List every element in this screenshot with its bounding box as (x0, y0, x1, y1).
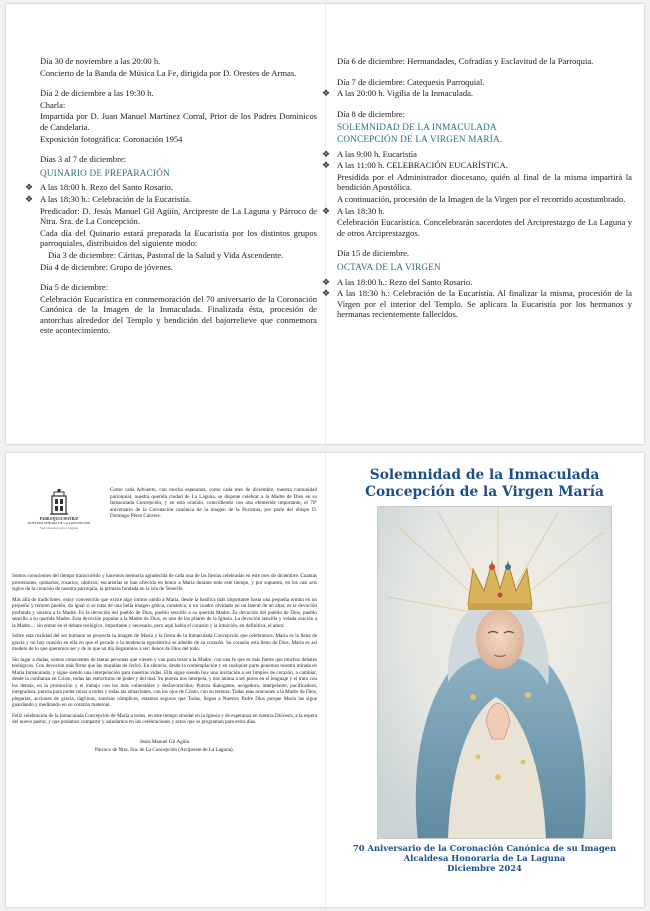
bullet-icon: ❖ (25, 182, 34, 193)
bullet-icon: ❖ (322, 276, 331, 287)
cover-footer-line: Diciembre 2024 (447, 863, 522, 874)
logo-text: PARROQUIA MATRIZ (39, 517, 79, 521)
brochure-cover (325, 453, 644, 907)
bullet-icon: ❖ (322, 88, 331, 99)
event-date: Días 3 al 7 de diciembre: (40, 154, 127, 165)
bullet-icon: ❖ (322, 205, 331, 216)
program-column-left (6, 4, 325, 444)
bullet-item: ❖ A las 9:00 h. Eucaristía (322, 148, 417, 159)
logo-text: NUESTRA SEÑORA DE LA CONCEPCIÓN (27, 521, 91, 526)
letter-header (12, 487, 317, 573)
bullet-item: ❖ A las 18:00 h. Rezo del Santo Rosario. (25, 182, 173, 193)
event-date: Día 2 de diciembre a las 19:30 h. (40, 88, 154, 99)
event-text: Presidida por el Administrador diocesano, quién al final de la misma impartirá la bendición Apostólica. (337, 171, 632, 193)
letter-intro: Como cada Adviento, con mucha esperanza, como cada mes de diciembre, nuestra comunidad parroquial, nuestra querida ciudad de La Laguna, se dispone celebrar a la Madre de Dios en su Inmaculada Concepción, y en esta ocasión, coincidiendo con una efeméride importante, el 70º aniversario de la Coronación canónica de la imagen de la Purísima, por parte del obispo D. Domingo Pérez Cáceres. (110, 487, 317, 519)
event-text: Día 3 de diciembre: Cáritas, Pastoral de la Salud y Vida Ascendente. (48, 249, 284, 260)
bullet-item: ❖ A las 18:00 h.: Rezo del Santo Rosario. (322, 276, 473, 287)
program-column-right (322, 4, 644, 444)
letter-paragraph: Somos conscientes del tiempo transcurrido y hacemos memoria agradecida de cada una de las fiestas celebradas en este mes de diciembre. Cuantas procesiones, quinarios, rosarios, cánticos, eucaristías se han ofrecido en honor a María durante todo este tiempo, y por supuesto, en los casi seis siglos de la creación de nuestra parroquia, la primera fundada en la isla de Tenerife. (12, 573, 317, 592)
program-sheet (6, 4, 644, 444)
cover-footer (325, 843, 644, 874)
virgin-painting-image (378, 507, 612, 839)
signature-role: Párroco de Ntra. Sra. de La Concepción (Arcipreste de La Laguna). (95, 746, 234, 753)
event-text: Celebración Eucarística en conmemoración del 70 aniversario de la Coronación Canónica de la Imagen de la Inmaculada. Finalizada ésta, procesión de antorchas alrededor del Templo y bendición del bajorrelieve que conmemora este acontecimiento. (40, 293, 317, 336)
letter-cover-sheet (6, 453, 644, 907)
event-date: Día 15 de diciembre. (337, 248, 410, 259)
event-text: Concierto de la Banda de Música La Fe, dirigida por D. Orestes de Armas. (40, 67, 297, 78)
event-text: Día 4 de diciembre: Grupo de jóvenes. (40, 261, 173, 272)
letter-paragraph: Más allá de tradiciones, estoy convencido que existe algo íntimo unido a María, desde la basílica más importante hasta una pequeña ermita en un pequeño y remoto pueblo, da igual si se trata de una bella imagen gótica, románica, o un cuadro olvidado en un lateral de un altar, es la devoción profunda y sincera a la Madre. Es la devoción del pueblo de Dios, pueblo sencillo a su querida Madre. Es devoción del pueblo de Dios, pueblo sencillo a su querida Madre. Esta devoción popular a la Madre de Dios, es uno de los pilares de la Iglesia. La devoción sencilla y velada oración a la Madre… sin entrar en el debate teológico, importante y necesario, pero aquí habla el corazón y la intuición, en definitiva, el amor. (12, 596, 317, 629)
event-date: Día 7 de diciembre: Catequesis Parroquial. (337, 76, 485, 87)
virgin-painting (377, 506, 612, 839)
event-text: A continuación, procesión de la Imagen de la Virgen por el recorrido acostumbrado. (337, 193, 626, 204)
event-text: Celebración Eucarística. Concelebrarán sacerdotes del Arciprestazgo de La Laguna y de otros Arciprestazgos. (337, 217, 632, 238)
letter-paragraph: Sobre esta realidad del ser humano se proyecta la imagen de María y la fiesta de la Inmaculada Concepción que celebramos. María es la llena de gracia y no hay ocasión en ella en que el pecado o la tendencia egocéntrica se adueñe de su corazón. Su corazón está lleno de Dios. María es así modelo de lo que queremos ser y de lo que un día llegaremos a ser: llenos de Dios del todo. (12, 633, 317, 652)
bullet-item: ❖ A las 18:30 h. (322, 205, 385, 216)
event-text: Día 6 de diciembre: Hermandades, Cofradías y Esclavitud de la Parroquia. (337, 56, 594, 66)
cover-title (325, 467, 644, 501)
section-heading: OCTAVA DE LA VIRGEN (337, 261, 441, 272)
logo-text: San Cristóbal de La Laguna (40, 525, 78, 530)
bullet-icon: ❖ (322, 160, 331, 171)
signature-name: Jesús Manuel Gil Agüín (139, 738, 190, 745)
event-date: Día 8 de diciembre: (337, 108, 406, 119)
event-date: Día 30 de noviembre a las 20:00 h. (40, 56, 161, 66)
event-text: Impartida por D. Juan Manuel Martínez Corral, Prior de los Padres Dominicos de Candelaria. (40, 111, 317, 132)
event-date: Día 5 de diciembre: (40, 282, 109, 293)
letter-paragraph: Feliz celebración de la Inmaculada Concepción de María a todos, en este tiempo sinodal en la Iglesia y de esperanza en nuestra Diócesis, a la espera del nuevo pastor, y que podamos compartir y saludarnos en las celebraciones y actos que se programan para estos días. (12, 712, 317, 725)
parish-logo (12, 487, 106, 530)
cover-footer-line: Alcaldesa Honoraria de La Laguna (403, 853, 566, 864)
bullet-item: ❖ A las 11:00 h. CELEBRACIÓN EUCARÍSTICA. (322, 160, 508, 171)
letter-paragraph: Sin lugar a dudas, somos conscientes de tantas personas que vienen y van para rezar a la Madre, con una fe que es más fuerte que muchos debates teológicos. Con devoción más firme que las murallas de Jericó. En silencio, desde la contemplación y en cualquier parte ponemos nuestra mirada en María Inmaculada, y sigue siendo una interpelación para nuestras vidas. Ella sigue siendo hoy una invitación a ser limpios de corazón, a cambiar, desde la confianza en Cristo, todas las estructuras de poder y del mal. Su pureza nos interpela, y nos anima a ser puros en el lenguaje y el trato con los demás, en la promoción y el trabajo con los más vulnerables y desfavorecidos. Pureza dialogante, acogedora, interpelante, pacificadora, integradora, pureza para poder mirar a todos y todas las situaciones, con los ojos de Cristo, con su ternura. Todas esas oraciones a la Madre de Dios, plegarias, acciones de gracia, lágrimas, sonrisas cómplices, estamos seguros que Todas, llegan a Nuestro Padre Dios porque María las sigue guardando y meditando en su corazón maternal. (12, 656, 317, 708)
bullet-item: ❖ A las 20:00 h. Vigilia de la Inmaculada. (322, 88, 474, 99)
bullet-item: ❖ A las 18:30 h.: Celebración de la Eucaristía. Al finalizar la misma, procesión de la Virgen por el interior del Templo. Se aplicara la Eucaristía por los hermanos y hermanas recientemente fallecidos. (322, 288, 632, 320)
section-heading: QUINARIO DE PREPARACIÓN (40, 167, 170, 178)
bullet-icon: ❖ (322, 148, 331, 159)
event-label: Charla: (40, 99, 66, 110)
section-heading: CONCEPCIÓN DE LA VIRGEN MARÍA. (337, 133, 503, 144)
parish-letter (6, 453, 325, 907)
section-heading: SOLEMNIDAD DE LA INMACULADA (337, 122, 497, 133)
cover-footer-line: 70 Aniversario de la Coronación Canónica de su Imagen (352, 843, 617, 853)
cover-title-line: Concepción de la Virgen María (365, 484, 604, 500)
event-text: Cada día del Quinario estará preparada la Eucaristía por los distintos grupos parroquiales, distribuidos del siguiente modo: (40, 227, 317, 249)
bullet-item: ❖ A las 18:30 h.: Celebración de la Eucaristía. (25, 193, 192, 204)
event-text: Exposición fotográfica: Coronación 1954 (40, 133, 183, 144)
letter-signature (12, 738, 317, 754)
cover-title-line: Solemnidad de la Inmaculada (369, 467, 600, 483)
event-text: Predicador: D. Jesús Manuel Gil Agüín, Arcipreste de La Laguna y Párroco de Ntra. Sra. de La Concepción. (40, 205, 317, 227)
bullet-icon: ❖ (322, 288, 331, 299)
church-tower-icon (48, 489, 70, 515)
bullet-icon: ❖ (25, 193, 34, 204)
